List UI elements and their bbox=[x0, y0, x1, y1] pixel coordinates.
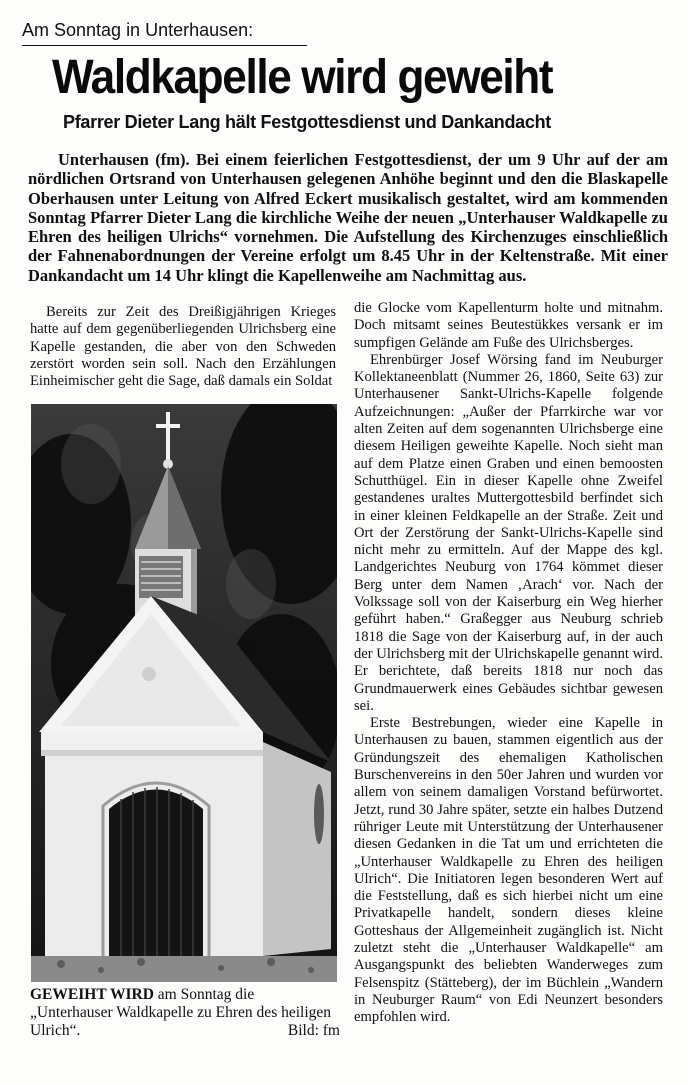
caption-text: am Sonntag die „Unterhauser Waldkapelle zu Ehren des heiligen Ulrich“. bbox=[30, 986, 332, 1039]
chapel-photo bbox=[31, 404, 337, 982]
caption-lead: GEWEIHT WIRD bbox=[30, 986, 154, 1003]
chapel-illustration bbox=[31, 404, 337, 982]
right-column bbox=[354, 300, 663, 1026]
right-column-paragraph-3: Erste Bestrebungen, wieder eine Kapelle in Unterhausen zu bauen, stammen eigentlich aus der Gründungszeit des ehemaligen Katholischen Burschenvereins in den 50er Jahren und wurden vor allem von seinem damaligen Vorstand befürwortet. Jetzt, rund 30 Jahre später, setzte ein halbes Dutzend rühriger Leute mit Unterstützung der Unterhausener diesen Gedanken in die Tat um und errichteten die „Unterhauser Waldkapelle zu Ehren des heiligen Ulrich“. Die Initiatoren legen besonderen Wert auf die Feststellung, daß es sich hierbei nicht um eine Privatkapelle handelt, sondern dieses kleine Gotteshaus der Allgemeinheit zugänglich ist. Nicht zuletzt steht die „Unterhauser Waldkapelle“ am Ausgangspunkt des beliebten Wanderweges zum Felsenspitz (Stätteberg), der im Büchlein „Wandern in Neuburger Raum“ von Edi Neunzert besonders empfohlen wird. bbox=[354, 715, 663, 1026]
headline: Waldkapelle wird geweiht bbox=[52, 51, 553, 104]
left-column bbox=[30, 304, 336, 390]
kicker-underline bbox=[22, 45, 307, 46]
photo-credit: Bild: fm bbox=[287, 1022, 340, 1039]
photo-caption bbox=[30, 986, 340, 1040]
right-column-paragraph-2: Ehrenbürger Josef Wörsing fand im Neuburger Kollektaneenblatt (Nummer 26, 1860, Seite 63) zur Unterhausener Sankt-Ulrichs-Kapelle folgende Aufzeichnungen: „Außer der Pfarrkirche war vor alten Zeiten auf dem sogenannten Ulrichsberge eine diesem Heiligen geweihte Kapelle. Noch sieht man auf dem Platze einen Graben und einen bemoosten Schutthügel. Ein in dieser Kapelle ohne Zweifel gestandenes uraltes Muttergottesbild berfindet sich in einer kleinen Feldkapelle an der Straße. Zeit und Ort der Zerstörung der Sankt-Ulrichs-Kapelle sind nicht mehr zu ermitteln. Auf der Mappe des kgl. Landgerichtes Neuburg von 1764 kömmet dieser Berg unter dem Namen ‚Arach‘ vor. Nach der Volkssage soll von der Kaiserburg ein Weg hierher geführt haben.“ Graßegger aus Neuburg schrieb 1818 die Sage von der Kaiserburg auf, in der auch der Ulrichsberg mit der Ulrichskapelle genannt wird. Er berichtete, daß bereits 1818 nur noch das Grundmauerwerk eines Gebäudes sichtbar gewesen sei. bbox=[354, 351, 663, 714]
lead-paragraph: Unterhausen (fm). Bei einem feierlichen Festgottesdienst, der um 9 Uhr auf der am nördlichen Ortsrand von Unterhausen gelegenen Anhöhe beginnt und den die Blaskapelle Oberhausen unter Leitung von Alfred Eckert musikalisch gestaltet, wird am kommenden Sonntag Pfarrer Dieter Lang die kirchliche Weihe der neuen „Unterhauser Waldkapelle zu Ehren des heiligen Ulrichs“ vornehmen. Die Aufstellung des Kirchenzuges einschließlich der Fahnenabordnungen der Vereine erfolgt um 8.45 Uhr in der Keltenstraße. Mit einer Dankandacht um 14 Uhr klingt die Kapellenweihe am Nachmittag aus. bbox=[28, 150, 668, 285]
right-column-paragraph-1: die Glocke vom Kapellenturm holte und mitnahm. Doch mitsamt seines Beutestükkes versank er im sumpfigen Gelände am Fuße des Ulrichsberges. bbox=[354, 300, 663, 351]
left-column-paragraph: Bereits zur Zeit des Dreißigjährigen Krieges hatte auf dem gegenüberliegenden Ulrichsberg eine Kapelle gestanden, die aber von den Schweden zerstört worden sein soll. Nach den Erzählungen Einheimischer geht die Sage, daß damals ein Soldat bbox=[30, 304, 336, 390]
subheadline: Pfarrer Dieter Lang hält Festgottesdienst und Dankandacht bbox=[63, 112, 551, 132]
kicker: Am Sonntag in Unterhausen: bbox=[22, 20, 254, 40]
